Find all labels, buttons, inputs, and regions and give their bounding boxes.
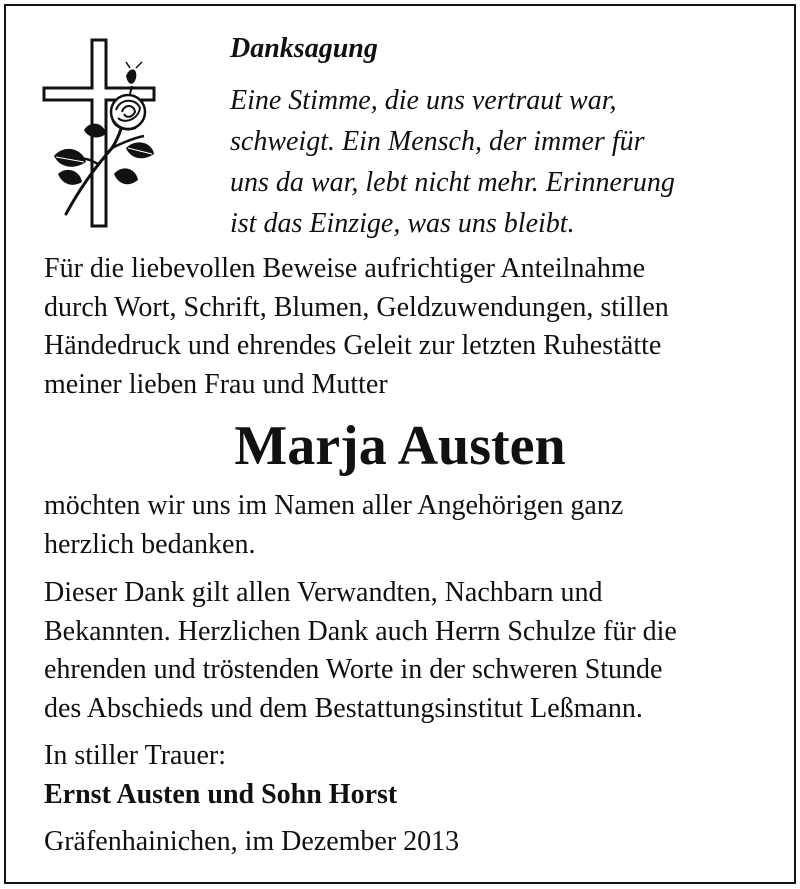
mourners-names: Ernst Austen und Sohn Horst [44, 778, 398, 810]
cross-with-rose-icon [40, 38, 164, 228]
place-date-line: Gräfenhainichen, im Dezember 2013 [44, 826, 460, 857]
thanks-paragraph [44, 487, 623, 564]
mourners-block [44, 737, 397, 814]
gratitude-line: Bekannten. Herzlichen Dank auch Herrn Schulze für die [44, 615, 677, 647]
notice-heading: Danksagung [230, 33, 378, 64]
memorial-verse [230, 80, 675, 244]
verse-line: ist das Einzige, was uns bleibt. [230, 208, 575, 239]
intro-line: durch Wort, Schrift, Blumen, Geldzuwendungen, stillen [44, 291, 669, 323]
gratitude-line: ehrenden und tröstenden Worte in der schweren Stunde [44, 654, 663, 685]
intro-line: Händedruck und ehrendes Geleit zur letzten Ruhestätte [44, 330, 662, 361]
intro-line: meiner lieben Frau und Mutter [44, 368, 388, 400]
verse-line: uns da war, lebt nicht mehr. Erinnerung [230, 167, 675, 198]
deceased-name: Marja Austen [234, 415, 566, 477]
gratitude-line: Dieser Dank gilt allen Verwandten, Nachbarn und [44, 577, 603, 608]
verse-line: schweigt. Ein Mensch, der immer für [230, 126, 645, 157]
gratitude-paragraph [44, 574, 677, 728]
gratitude-line: des Abschieds und dem Bestattungsinstitut Leßmann. [44, 692, 643, 724]
intro-line: Für die liebevollen Beweise aufrichtiger Anteilnahme [44, 253, 646, 284]
thanks-line: herzlich bedanken. [44, 528, 256, 560]
verse-line: Eine Stimme, die uns vertraut war, [230, 85, 617, 116]
thanks-line: möchten wir uns im Namen aller Angehörigen ganz [44, 490, 624, 521]
mourners-label: In stiller Trauer: [44, 740, 226, 771]
intro-paragraph [44, 250, 669, 404]
place-date [44, 823, 459, 862]
